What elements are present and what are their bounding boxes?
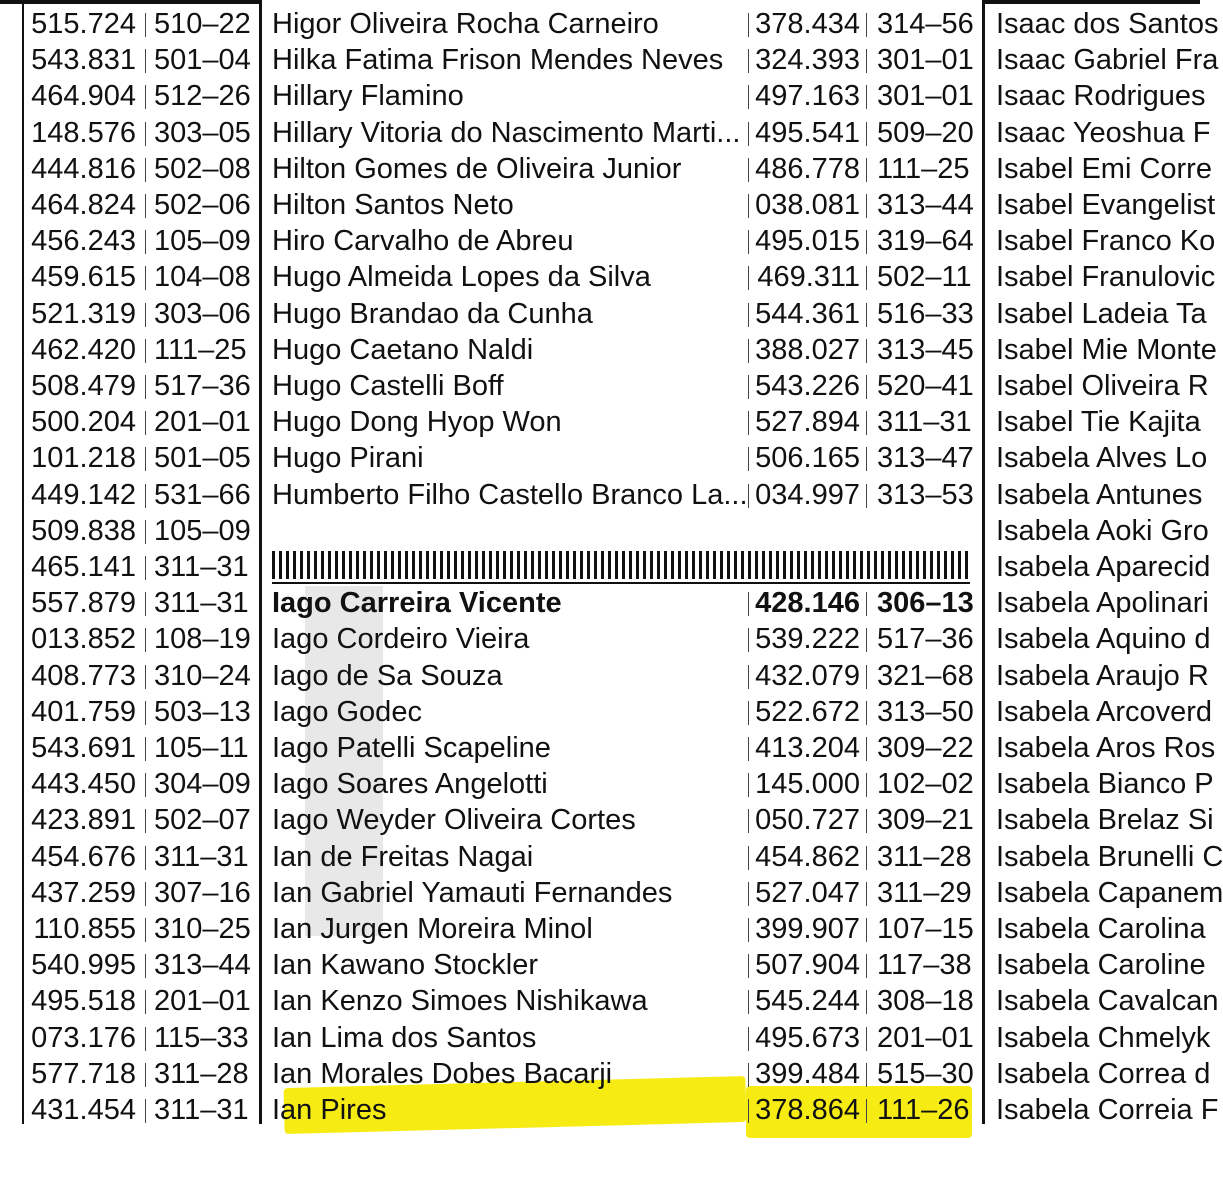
left-row-number: 454.676 xyxy=(31,840,136,873)
left-row-number: 543.691 xyxy=(31,732,136,764)
right-row-name: Isabela Aros Ros xyxy=(996,732,1216,764)
right-row-name: Isabel Evangelist xyxy=(996,189,1216,221)
middle-row-number: 506.165 xyxy=(755,442,860,475)
left-row-code: 105–09 xyxy=(154,514,251,547)
left-row-code: 307–16 xyxy=(154,876,251,909)
left-row-code: 502–06 xyxy=(154,189,251,221)
middle-row-number: 527.047 xyxy=(755,876,860,909)
middle-row-name: Hillary Flamino xyxy=(272,80,464,113)
middle-row-name: Iago de Sa Souza xyxy=(272,659,503,692)
left-row-code: 201–01 xyxy=(154,406,251,439)
middle-row-name: Hillary Vitoria do Nascimento Marti... xyxy=(272,116,741,149)
middle-row-code: 319–64 xyxy=(877,225,974,258)
middle-row-number: 378.864 xyxy=(755,1094,860,1126)
middle-row-code: 306–13 xyxy=(877,587,974,620)
right-row xyxy=(0,6,1219,42)
middle-row-name: Iago Patelli Scapeline xyxy=(272,732,551,764)
left-row-number: 543.831 xyxy=(31,44,136,77)
middle-row-name: Ian Kawano Stockler xyxy=(272,949,538,982)
middle-row-code: 309–21 xyxy=(877,804,974,837)
left-row-code: 501–04 xyxy=(154,44,251,77)
middle-row-name: Hugo Dong Hyop Won xyxy=(272,406,562,439)
left-row-number: 449.142 xyxy=(31,478,136,511)
right-row xyxy=(0,983,1219,1019)
middle-row-number: 486.778 xyxy=(755,152,860,185)
right-row-name: Isabel Franco Ko xyxy=(996,225,1216,258)
left-row-number: 577.718 xyxy=(31,1057,136,1090)
middle-row-name: Higor Oliveira Rocha Carneiro xyxy=(272,8,659,40)
middle-row-number: 428.146 xyxy=(755,587,860,620)
left-row-code: 303–05 xyxy=(154,116,251,149)
left-row-number: 509.838 xyxy=(31,514,136,547)
middle-row-code: 201–01 xyxy=(877,1021,974,1054)
middle-row-name: Hugo Castelli Boff xyxy=(272,370,504,402)
right-row xyxy=(0,730,1216,766)
left-row-number: 431.454 xyxy=(31,1094,136,1126)
right-row xyxy=(0,404,1200,440)
middle-row-code: 517–36 xyxy=(877,623,974,656)
left-row-code: 111–25 xyxy=(154,333,247,366)
left-row-number: 459.615 xyxy=(31,261,136,294)
top-rule-left xyxy=(0,0,260,4)
right-row-name: Isaac Rodrigues xyxy=(996,80,1206,113)
middle-row-name: Hilton Santos Neto xyxy=(272,189,514,221)
middle-row-name: Iago Carreira Vicente xyxy=(272,587,562,620)
right-row xyxy=(0,1020,1211,1056)
right-row-name: Isabela Correa d xyxy=(996,1057,1211,1090)
middle-row-name: Hugo Brandao da Cunha xyxy=(272,297,593,330)
left-row-number: 557.879 xyxy=(31,587,136,620)
right-row-name: Isabela Aquino d xyxy=(996,623,1211,656)
left-row-number: 444.816 xyxy=(31,152,136,185)
right-row xyxy=(0,78,1206,114)
left-row-number: 508.479 xyxy=(31,370,136,402)
right-row xyxy=(0,259,1216,295)
right-row xyxy=(0,513,1209,549)
middle-row-code: 117–38 xyxy=(877,949,972,982)
middle-row-number: 038.081 xyxy=(755,189,860,221)
left-row-number: 500.204 xyxy=(31,406,136,439)
middle-row-number: 413.204 xyxy=(755,732,860,764)
middle-row-code: 311–28 xyxy=(877,840,972,873)
middle-row-name: Iago Cordeiro Vieira xyxy=(272,623,530,656)
middle-row-name: Iago Weyder Oliveira Cortes xyxy=(272,804,636,837)
right-row xyxy=(0,766,1214,802)
middle-row-code: 311–31 xyxy=(877,406,972,439)
middle-row-name: Hiro Carvalho de Abreu xyxy=(272,225,574,258)
right-row xyxy=(0,187,1216,223)
left-row-code: 310–25 xyxy=(154,913,251,945)
middle-row-number: 497.163 xyxy=(755,80,860,113)
right-row xyxy=(0,42,1219,78)
right-row-name: Isabela Carolina xyxy=(996,913,1206,945)
right-row-name: Isabela Chmelyk xyxy=(996,1021,1211,1054)
left-row-number: 408.773 xyxy=(31,659,136,692)
middle-row-code: 313–53 xyxy=(877,478,974,511)
right-row-name: Isabela Arcoverd xyxy=(996,695,1213,728)
middle-row-code: 502–11 xyxy=(877,261,972,294)
left-row-number: 437.259 xyxy=(31,876,136,909)
right-row xyxy=(0,296,1207,332)
left-row-number: 521.319 xyxy=(31,297,136,330)
right-row xyxy=(0,1092,1219,1128)
middle-row-code: 313–50 xyxy=(877,695,974,728)
left-row-number: 013.852 xyxy=(31,623,136,656)
right-row-name: Isaac Yeoshua F xyxy=(996,116,1211,149)
right-row xyxy=(0,839,1223,875)
right-row-name: Isaac dos Santos xyxy=(996,8,1219,40)
left-row-number: 101.218 xyxy=(31,442,136,475)
right-row-name: Isabela Brunelli C xyxy=(996,840,1223,873)
middle-row-number: 378.434 xyxy=(755,8,860,40)
middle-row-code: 309–22 xyxy=(877,732,974,764)
middle-row-number: 522.672 xyxy=(755,695,860,728)
middle-row-name: Hugo Almeida Lopes da Silva xyxy=(272,261,651,294)
middle-row-number: 388.027 xyxy=(755,333,860,366)
left-row-code: 313–44 xyxy=(154,949,251,982)
right-row-name: Isabel Ladeia Ta xyxy=(996,297,1207,330)
middle-row-name: Ian Pires xyxy=(272,1094,387,1126)
right-row xyxy=(0,585,1209,621)
left-row-code: 311–31 xyxy=(154,551,249,583)
middle-row-name: Iago Godec xyxy=(272,695,422,728)
right-row xyxy=(0,875,1223,911)
right-row xyxy=(0,1056,1211,1092)
middle-row-name: Ian Morales Dobes Bacarji xyxy=(272,1057,613,1090)
left-row-code: 517–36 xyxy=(154,370,251,402)
middle-row-code: 313–44 xyxy=(877,189,974,221)
top-rule-right xyxy=(985,0,1200,4)
middle-row-code: 301–01 xyxy=(877,80,974,113)
left-row-number: 110.855 xyxy=(33,913,136,945)
right-row xyxy=(0,658,1209,694)
right-row xyxy=(0,621,1211,657)
middle-row-code: 111–26 xyxy=(877,1094,970,1126)
middle-row-number: 539.222 xyxy=(755,623,860,656)
left-row-code: 311–31 xyxy=(154,840,249,873)
left-row-number: 401.759 xyxy=(31,695,136,728)
middle-row-number: 507.904 xyxy=(755,949,860,982)
middle-row-name: Iago Soares Angelotti xyxy=(272,768,548,801)
left-row-number: 423.891 xyxy=(31,804,136,837)
middle-row-name: Ian Gabriel Yamauti Fernandes xyxy=(272,876,673,909)
right-row-name: Isabela Alves Lo xyxy=(996,442,1208,475)
right-row-name: Isabel Oliveira R xyxy=(996,370,1209,402)
left-row-code: 502–08 xyxy=(154,152,251,185)
left-row-code: 512–26 xyxy=(154,80,251,113)
right-row xyxy=(0,694,1213,730)
middle-row-code: 313–47 xyxy=(877,442,974,475)
right-row-name: Isabel Emi Corre xyxy=(996,152,1212,185)
left-row-code: 311–31 xyxy=(154,587,249,620)
middle-row-number: 543.226 xyxy=(755,370,860,402)
left-row-number: 456.243 xyxy=(31,225,136,258)
right-row xyxy=(0,947,1206,983)
left-row-code: 115–33 xyxy=(154,1021,249,1054)
right-row xyxy=(0,440,1208,476)
middle-row-number: 399.907 xyxy=(755,913,860,945)
left-row-code: 105–11 xyxy=(154,732,249,764)
right-row-name: Isabela Capanem xyxy=(996,876,1223,909)
right-row-name: Isabela Antunes xyxy=(996,478,1203,511)
left-row-code: 311–31 xyxy=(154,1094,249,1126)
middle-row-code: 516–33 xyxy=(877,297,974,330)
left-row-number: 464.824 xyxy=(31,189,136,221)
middle-row-number: 145.000 xyxy=(755,768,860,801)
middle-row-code: 102–02 xyxy=(877,768,974,801)
right-row-name: Isaac Gabriel Fra xyxy=(996,44,1219,77)
left-row-code: 201–01 xyxy=(154,985,251,1018)
middle-row-name: Ian Kenzo Simoes Nishikawa xyxy=(272,985,648,1018)
right-row-name: Isabel Mie Monte xyxy=(996,333,1217,366)
middle-row-code: 311–29 xyxy=(877,876,972,909)
middle-row-code: 313–45 xyxy=(877,333,974,366)
middle-row-number: 432.079 xyxy=(755,659,860,692)
middle-row-number: 034.997 xyxy=(755,478,860,511)
middle-row-number: 454.862 xyxy=(755,840,860,873)
left-row-code: 501–05 xyxy=(154,442,251,475)
right-row-name: Isabela Aoki Gro xyxy=(996,514,1209,547)
left-row-code: 311–28 xyxy=(154,1057,249,1090)
right-row xyxy=(0,332,1217,368)
left-row-code: 502–07 xyxy=(154,804,251,837)
middle-row-name: Hugo Caetano Naldi xyxy=(272,333,534,366)
right-row-name: Isabela Aparecid xyxy=(996,551,1211,583)
middle-row-name: Ian de Freitas Nagai xyxy=(272,840,534,873)
left-row-number: 462.420 xyxy=(31,333,136,366)
middle-row-code: 308–18 xyxy=(877,985,974,1018)
middle-row-name: Hilton Gomes de Oliveira Junior xyxy=(272,152,682,185)
right-row-name: Isabela Cavalcan xyxy=(996,985,1219,1018)
middle-row-number: 469.311 xyxy=(757,261,860,294)
middle-row-code: 515–30 xyxy=(877,1057,974,1090)
middle-row-number: 495.541 xyxy=(755,116,860,149)
right-row xyxy=(0,802,1214,838)
right-row xyxy=(0,115,1211,151)
right-row xyxy=(0,368,1209,404)
middle-row-name: Ian Jurgen Moreira Minol xyxy=(272,913,593,945)
left-row-number: 540.995 xyxy=(31,949,136,982)
left-row-number: 443.450 xyxy=(31,768,136,801)
right-row-name: Isabela Brelaz Si xyxy=(996,804,1214,837)
middle-row-code: 107–15 xyxy=(877,913,974,945)
right-row xyxy=(0,549,1211,585)
left-row-code: 105–09 xyxy=(154,225,251,258)
left-row-number: 148.576 xyxy=(31,116,136,149)
right-row-name: Isabela Apolinari xyxy=(996,587,1209,620)
middle-row-name: Humberto Filho Castello Branco La... xyxy=(272,478,748,511)
right-row xyxy=(0,477,1203,513)
left-row-number: 465.141 xyxy=(31,551,136,583)
left-row-code: 303–06 xyxy=(154,297,251,330)
middle-row-number: 527.894 xyxy=(755,406,860,439)
right-row-name: Isabela Araujo R xyxy=(996,659,1209,692)
middle-row-name: Hugo Pirani xyxy=(272,442,424,475)
left-row-code: 503–13 xyxy=(154,695,251,728)
right-row-name: Isabela Bianco P xyxy=(996,768,1214,801)
left-row-code: 104–08 xyxy=(154,261,251,294)
right-row-name: Isabela Correia F xyxy=(996,1094,1219,1126)
middle-row-number: 399.484 xyxy=(755,1057,860,1090)
left-row-code: 304–09 xyxy=(154,768,251,801)
middle-row-number: 495.673 xyxy=(755,1021,860,1054)
right-row xyxy=(0,911,1206,947)
middle-row-number: 545.244 xyxy=(755,985,860,1018)
middle-row-name: Ian Lima dos Santos xyxy=(272,1021,537,1054)
left-row-code: 310–24 xyxy=(154,659,251,692)
left-row-code: 531–66 xyxy=(154,478,251,511)
middle-row-code: 520–41 xyxy=(877,370,974,402)
left-row-number: 464.904 xyxy=(31,80,136,113)
middle-row-number: 324.393 xyxy=(755,44,860,77)
right-row-name: Isabel Tie Kajita xyxy=(996,406,1201,439)
middle-row-code: 314–56 xyxy=(877,8,974,40)
middle-row-code: 301–01 xyxy=(877,44,974,77)
right-row-name: Isabela Caroline xyxy=(996,949,1206,982)
left-row-number: 515.724 xyxy=(31,8,136,40)
left-row-number: 495.518 xyxy=(31,985,136,1018)
middle-row-number: 050.727 xyxy=(755,804,860,837)
middle-row-code: 111–25 xyxy=(877,152,970,185)
left-row-number: 073.176 xyxy=(31,1021,136,1054)
middle-row-number: 495.015 xyxy=(755,225,860,258)
middle-row-code: 321–68 xyxy=(877,659,974,692)
middle-row-code: 509–20 xyxy=(877,116,974,149)
left-row-code: 108–19 xyxy=(154,623,251,656)
middle-row-name: Hilka Fatima Frison Mendes Neves xyxy=(272,44,724,77)
right-row xyxy=(0,223,1216,259)
left-row-code: 510–22 xyxy=(154,8,251,40)
middle-row-number: 544.361 xyxy=(755,297,860,330)
right-row-name: Isabel Franulovic xyxy=(996,261,1216,294)
right-row xyxy=(0,151,1212,187)
